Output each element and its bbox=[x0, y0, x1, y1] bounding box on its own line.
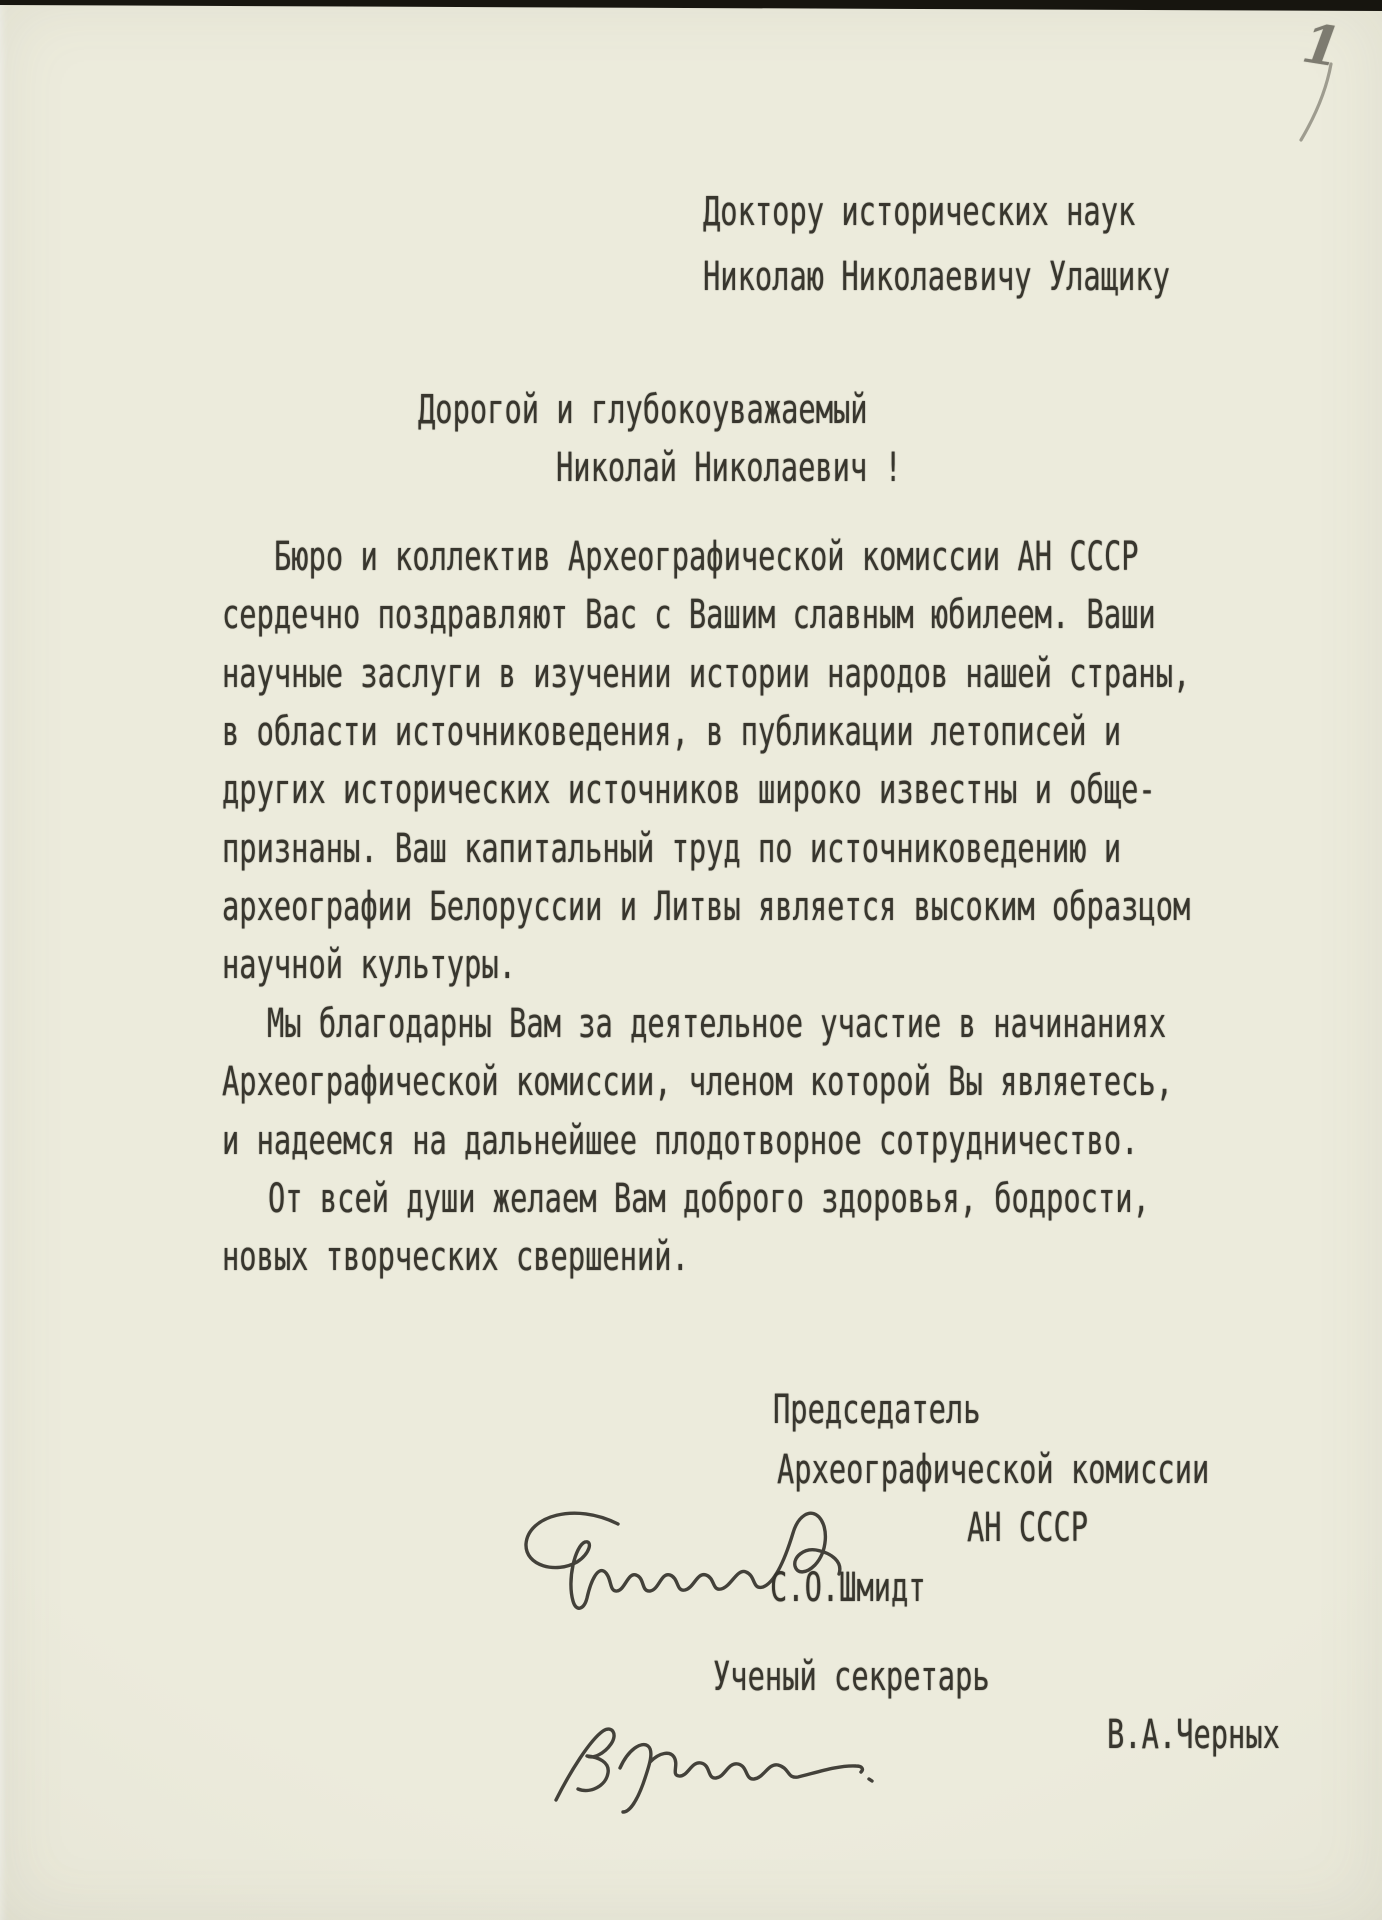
body-line: новых творческих свершений. bbox=[222, 1234, 689, 1280]
chairman-typed-name: С.О.Шмидт bbox=[770, 1565, 926, 1611]
salutation-line-1: Дорогой и глубокоуважаемый bbox=[418, 387, 868, 433]
body-line: и надеемся на дальнейшее плодотворное сотрудничество. bbox=[222, 1118, 1139, 1164]
body-line: научные заслуги в изучении истории народов нашей страны, bbox=[222, 651, 1191, 697]
chairman-title-line-1: Председатель bbox=[773, 1387, 981, 1433]
body-line: Мы благодарны Вам за деятельное участие в начинаниях bbox=[267, 1001, 1167, 1047]
salutation-line-2: Николай Николаевич ! bbox=[556, 445, 902, 491]
page-number-pencil: 1 bbox=[1298, 10, 1346, 80]
body-line: признаны. Ваш капитальный труд по источниковедению и bbox=[222, 826, 1122, 872]
chairman-title-line-2: Археографической комиссии bbox=[777, 1447, 1210, 1493]
body-line: Археографической комиссии, членом которой Вы являетесь, bbox=[222, 1059, 1174, 1105]
secretary-title: Ученый секретарь bbox=[713, 1654, 990, 1700]
recipient-line-1: Доктору исторических наук bbox=[703, 189, 1136, 235]
body-line: в области источниковедения, в публикации летописей и bbox=[222, 709, 1122, 755]
body-line: От всей души желаем Вам доброго здоровья, бодрости, bbox=[268, 1176, 1150, 1222]
recipient-line-2: Николаю Николаевичу Улащику bbox=[703, 254, 1170, 300]
body-line: научной культуры. bbox=[222, 942, 516, 988]
body-line: сердечно поздравляют Вас с Вашим славным юбилеем. Ваши bbox=[222, 592, 1156, 638]
secretary-typed-name: В.А.Черных bbox=[1107, 1712, 1280, 1758]
chernykh-signature bbox=[556, 1729, 872, 1812]
chairman-title-line-3: АН СССР bbox=[967, 1505, 1089, 1551]
body-line: других исторических источников широко известны и обще- bbox=[222, 767, 1156, 813]
body-line: археографии Белоруссии и Литвы является высоким образцом bbox=[222, 884, 1191, 930]
body-line: Бюро и коллектив Археографической комиссии АН СССР bbox=[274, 534, 1139, 580]
scan-edge-strip bbox=[0, 0, 1382, 12]
